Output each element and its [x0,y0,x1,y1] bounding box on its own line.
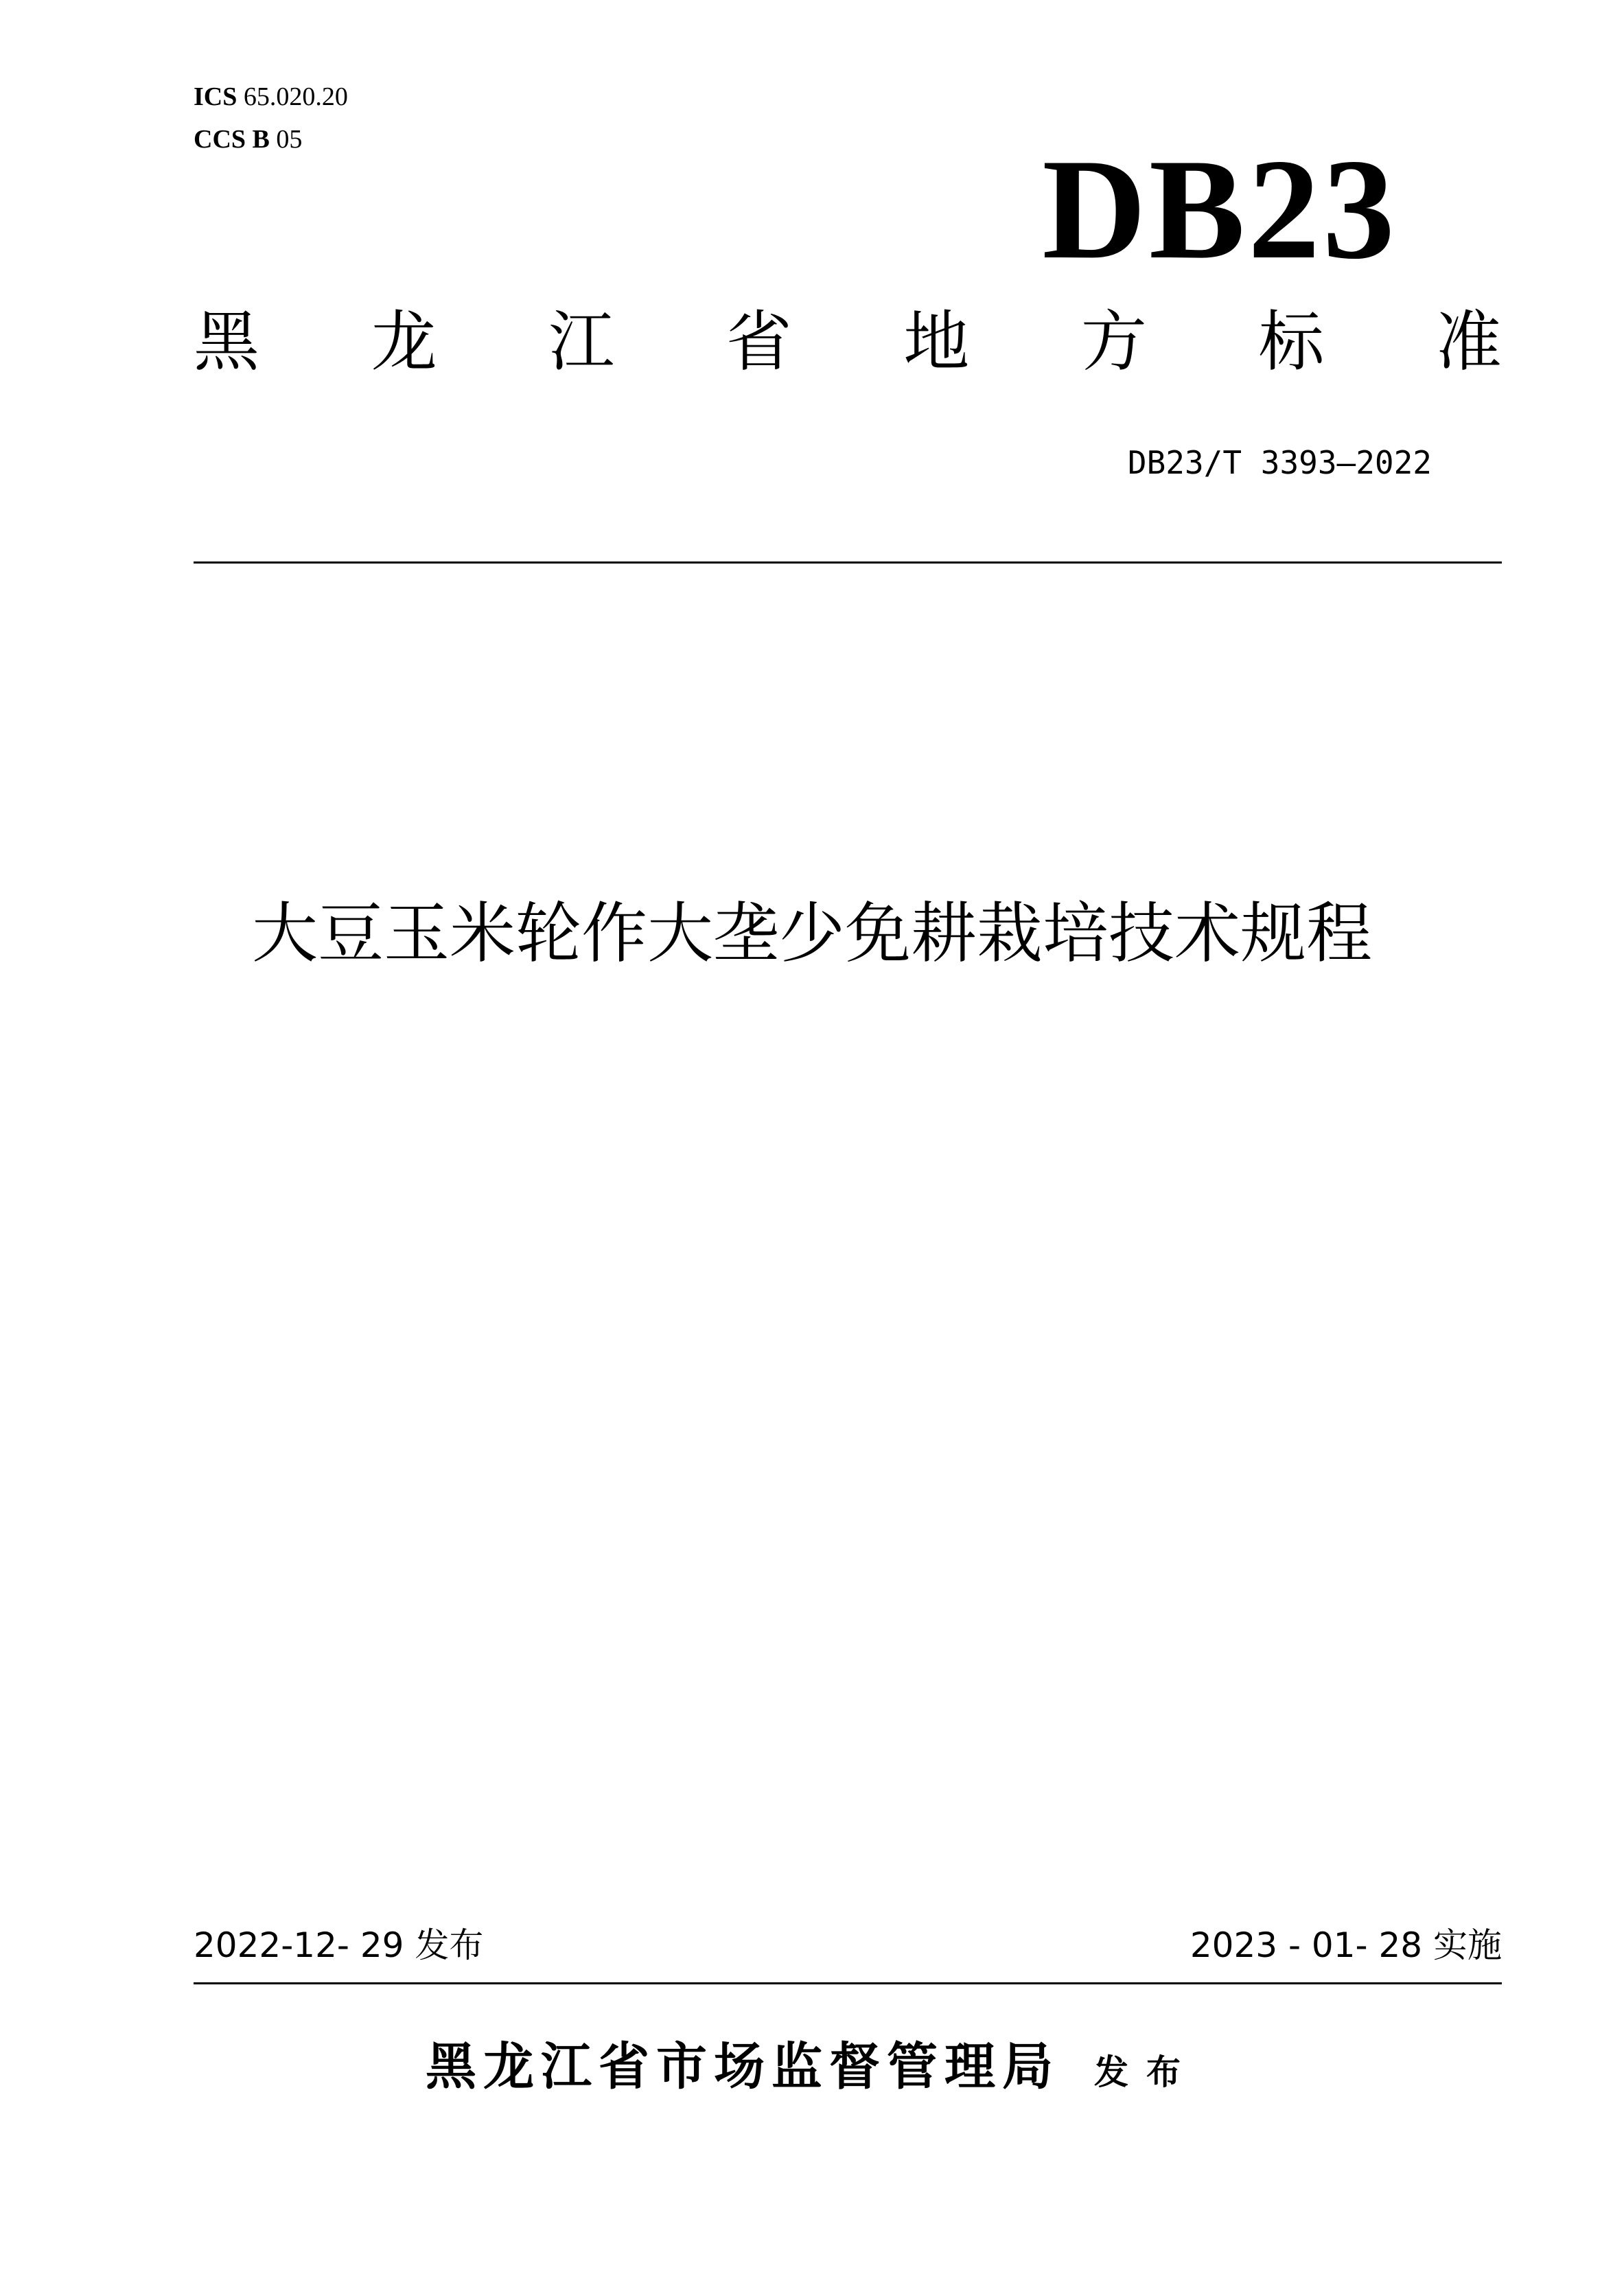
standard-type-char: 江 [548,303,615,380]
date-row [194,1925,1502,1966]
standard-type-char: 黑 [194,303,259,380]
issuer-name: 黑龙江省市场监督管理局 [426,2037,1060,2096]
db-logo: DB23 [1042,130,1397,289]
standard-type-char: 省 [726,303,792,380]
standard-type-char: 准 [1435,303,1502,380]
standard-number: DB23/T 3393—2022 [1127,444,1432,481]
ccs-value: 05 [276,125,303,154]
standard-type-char: 龙 [371,303,437,380]
ccs-code [194,124,302,155]
ics-label: ICS [194,82,237,111]
ccs-label: CCS B [194,125,270,154]
release-date: 2022-12- 29 发布 [194,1925,484,1965]
ics-value: 65.020.20 [243,82,348,111]
effective-date: 2023 - 01- 28 实施 [1190,1925,1502,1965]
standard-type-char: 方 [1080,303,1147,380]
standard-type-char: 地 [903,303,970,380]
standard-type [194,301,1502,383]
document-title: 大豆玉米轮作大垄少免耕栽培技术规程 [252,895,1372,972]
issuer-row [0,2036,1624,2103]
standard-type-char: 标 [1258,303,1325,380]
footer-divider [194,1982,1502,1984]
header-divider [194,561,1502,564]
issue-word: 发布 [1094,2052,1198,2092]
ics-code [194,81,348,113]
